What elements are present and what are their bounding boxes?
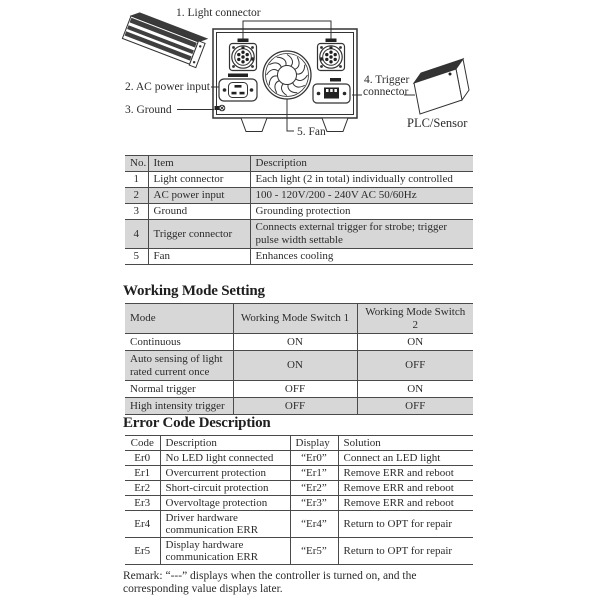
label-fan: 5. Fan xyxy=(297,126,326,138)
cell-mode: Auto sensing of light rated current once xyxy=(125,351,233,381)
cell-item: Ground xyxy=(148,204,250,220)
cell-code: Er0 xyxy=(125,451,160,466)
cell-no: 4 xyxy=(125,220,148,249)
cell-code: Er1 xyxy=(125,466,160,481)
label-ground: 3. Ground xyxy=(125,104,172,116)
cell-mode: Normal trigger xyxy=(125,381,233,398)
cell-switch1: OFF xyxy=(233,398,357,415)
col-header: Description xyxy=(250,156,473,172)
col-header: Working Mode Switch 2 xyxy=(357,304,473,334)
label-trigger-line2: connector xyxy=(363,86,409,98)
cell-switch2: OFF xyxy=(357,398,473,415)
foot-left xyxy=(241,118,267,132)
cell-display: “Er2” xyxy=(290,481,338,496)
remark-line2: corresponding value displays later. xyxy=(123,582,283,595)
remark-line1: Remark: “---” displays when the controller is turned on, and the xyxy=(123,570,417,582)
col-header: No. xyxy=(125,156,148,172)
cell-switch1: OFF xyxy=(233,381,357,398)
cell-code: Er5 xyxy=(125,538,160,565)
cell-item: Light connector xyxy=(148,172,250,188)
working-mode-table xyxy=(125,303,473,415)
cell-display: “Er0” xyxy=(290,451,338,466)
cell-description: Overvoltage protection xyxy=(160,496,290,511)
table-header-row xyxy=(125,156,473,172)
cell-description: No LED light connected xyxy=(160,451,290,466)
cell-switch2: ON xyxy=(357,334,473,351)
cell-switch1: ON xyxy=(233,334,357,351)
parts-table xyxy=(125,155,473,265)
label-ac-power-input: 2. AC power input xyxy=(125,81,210,93)
ac-power-inlet xyxy=(219,74,257,102)
cell-display: “Er4” xyxy=(290,511,338,538)
cell-no: 5 xyxy=(125,249,148,265)
error-code-title: Error Code Description xyxy=(123,415,271,431)
label-light-connector: 1. Light connector xyxy=(176,7,261,19)
cell-description: Grounding protection xyxy=(250,204,473,220)
table-header-row xyxy=(125,436,473,451)
table-row xyxy=(125,466,473,481)
ground-screw xyxy=(215,105,225,111)
light-connector-leader xyxy=(243,21,331,42)
cell-item: Fan xyxy=(148,249,250,265)
cell-solution: Remove ERR and reboot xyxy=(338,481,473,496)
plc-sensor-illustration xyxy=(414,59,469,114)
label-plc-sensor: PLC/Sensor xyxy=(407,116,468,130)
cell-no: 1 xyxy=(125,172,148,188)
cell-solution: Connect an LED light xyxy=(338,451,473,466)
col-header: Item xyxy=(148,156,250,172)
cell-solution: Return to OPT for repair xyxy=(338,511,473,538)
cell-description: Short-circuit protection xyxy=(160,481,290,496)
working-mode-title: Working Mode Setting xyxy=(123,283,265,299)
light-connector-socket-left xyxy=(230,39,257,71)
cell-solution: Remove ERR and reboot xyxy=(338,496,473,511)
cell-description: Driver hardware communication ERR xyxy=(160,511,290,538)
table-row xyxy=(125,351,473,381)
cell-description: Enhances cooling xyxy=(250,249,473,265)
cell-solution: Remove ERR and reboot xyxy=(338,466,473,481)
cell-description: 100 - 120V/200 - 240V AC 50/60Hz xyxy=(250,188,473,204)
table-row xyxy=(125,334,473,351)
cell-solution: Return to OPT for repair xyxy=(338,538,473,565)
table-row xyxy=(125,511,473,538)
col-header: Description xyxy=(160,436,290,451)
cell-switch1: ON xyxy=(233,351,357,381)
rear-panel-diagram xyxy=(0,0,600,152)
cell-display: “Er1” xyxy=(290,466,338,481)
remark-note xyxy=(123,570,483,595)
trigger-connector-port xyxy=(313,78,350,103)
cell-description: Each light (2 in total) individually controlled xyxy=(250,172,473,188)
cell-no: 3 xyxy=(125,204,148,220)
col-header: Display xyxy=(290,436,338,451)
table-row xyxy=(125,481,473,496)
col-header: Working Mode Switch 1 xyxy=(233,304,357,334)
error-code-table xyxy=(125,435,473,565)
cell-description: Overcurrent protection xyxy=(160,466,290,481)
table-row xyxy=(125,538,473,565)
cell-no: 2 xyxy=(125,188,148,204)
table-row xyxy=(125,220,473,249)
cell-display: “Er5” xyxy=(290,538,338,565)
label-trigger-line1: 4. Trigger xyxy=(364,74,410,86)
cell-description: Display hardware communication ERR xyxy=(160,538,290,565)
table-row xyxy=(125,172,473,188)
table-header-row xyxy=(125,304,473,334)
table-row xyxy=(125,249,473,265)
cell-item: AC power input xyxy=(148,188,250,204)
table-row xyxy=(125,188,473,204)
cell-mode: Continuous xyxy=(125,334,233,351)
table-row xyxy=(125,381,473,398)
cell-mode: High intensity trigger xyxy=(125,398,233,415)
table-row xyxy=(125,496,473,511)
cell-switch2: OFF xyxy=(357,351,473,381)
cell-description: Connects external trigger for strobe; trigger pulse width settable xyxy=(250,220,473,249)
cell-code: Er4 xyxy=(125,511,160,538)
fan-leader-line xyxy=(287,100,294,132)
cell-display: “Er3” xyxy=(290,496,338,511)
table-row xyxy=(125,451,473,466)
col-header: Code xyxy=(125,436,160,451)
cell-switch2: ON xyxy=(357,381,473,398)
cell-item: Trigger connector xyxy=(148,220,250,249)
foot-right xyxy=(322,118,348,132)
table-row xyxy=(125,204,473,220)
table-row xyxy=(125,398,473,415)
col-header: Solution xyxy=(338,436,473,451)
col-header: Mode xyxy=(125,304,233,334)
cell-code: Er3 xyxy=(125,496,160,511)
light-connector-socket-right xyxy=(318,39,345,71)
cell-code: Er2 xyxy=(125,481,160,496)
